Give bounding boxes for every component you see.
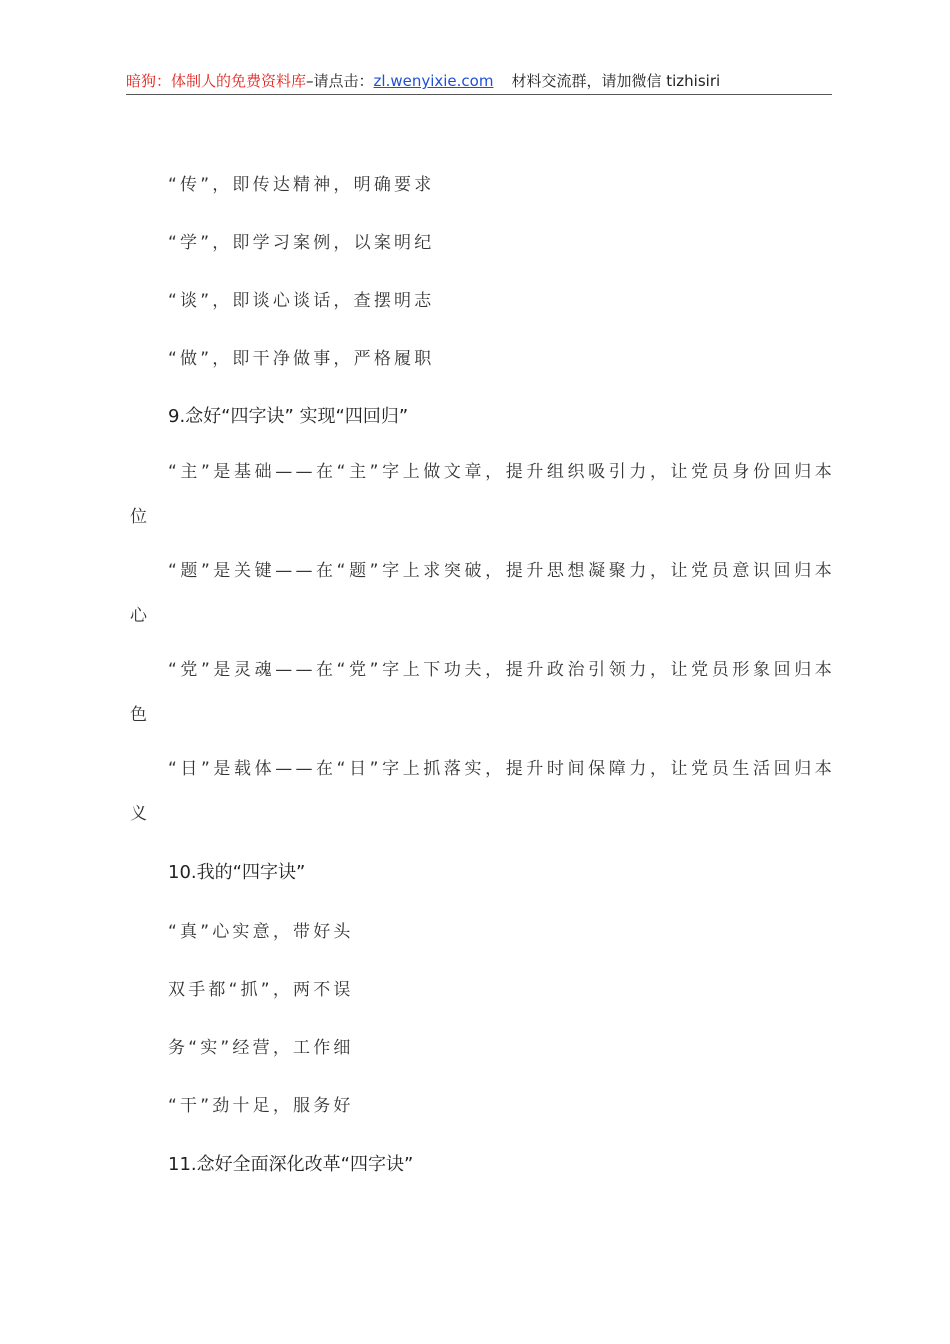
section-heading-9: 9.念好“四字诀” 实现“四回归”: [168, 406, 409, 427]
text-line-tan: “谈”，即谈心谈话，查摆明志: [168, 291, 435, 311]
text-line-xue: “学”，即学习案例，以案明纪: [168, 233, 435, 253]
paragraph-ri: “日”是载体——在“日”字上抓落实，提升时间保障力，让党员生活回归本义: [130, 759, 835, 824]
text-line-zhua: 双手都“抓”，两不误: [168, 980, 354, 1000]
text-line-gan: “干”劲十足，服务好: [168, 1096, 354, 1116]
section-heading-10: 10.我的“四字诀”: [168, 862, 306, 883]
text-line-chuan: “传”，即传达精神，明确要求: [168, 175, 435, 195]
header-url-link[interactable]: zl.wenyixie.com: [373, 72, 494, 90]
paragraph-ti: “题”是关键——在“题”字上求突破，提升思想凝聚力，让党员意识回归本心: [130, 561, 835, 626]
paragraph-zhu: “主”是基础——在“主”字上做文章，提升组织吸引力，让党员身份回归本位: [130, 462, 835, 527]
section-heading-11: 11.念好全面深化改革“四字诀”: [168, 1154, 414, 1175]
page-header: [126, 70, 832, 95]
header-brand: 暗狗：体制人的免费资料库: [126, 72, 307, 90]
header-click-prefix: –请点击：: [306, 72, 374, 90]
paragraph-dang: “党”是灵魂——在“党”字上下功夫，提升政治引领力，让党员形象回归本色: [130, 660, 835, 725]
text-line-shi: 务“实”经营，工作细: [168, 1038, 354, 1058]
header-group-text: 材料交流群，请加微信 tizhisiri: [511, 72, 721, 90]
text-line-zuo: “做”，即干净做事，严格履职: [168, 349, 435, 369]
text-line-zhen: “真”心实意，带好头: [168, 922, 354, 942]
